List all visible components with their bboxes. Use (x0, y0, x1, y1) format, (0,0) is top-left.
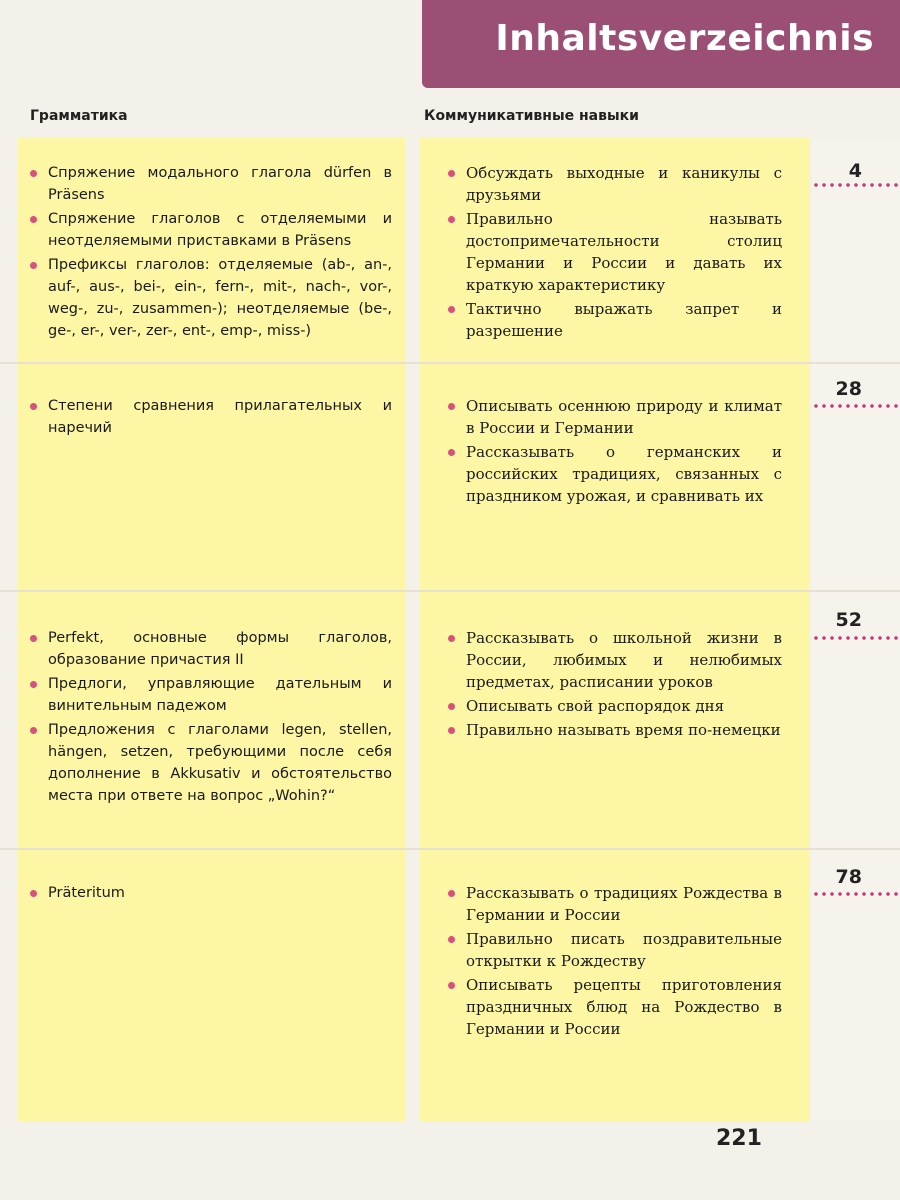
list-item: Описывать рецепты приготовления праздничных блюд на Рождество в Германии и России (442, 974, 782, 1040)
list-item: Предложения с глаголами legen, stellen, hängen, setzen, требующими после себя дополнение в Akkusativ и обстоятельство места при ответе на вопрос „Wohin?“ (24, 719, 392, 807)
list-item: Описывать осеннюю природу и климат в России и Германии (442, 395, 782, 439)
section-2-page-number: 28 (835, 378, 862, 400)
section-1-communication (442, 162, 782, 344)
list-item: Рассказывать о германских и российских традициях, связанных с праздником урожая, и сравнивать их (442, 441, 782, 507)
row-divider (0, 362, 900, 364)
row-divider (0, 848, 900, 850)
list-item: Префиксы глаголов: отделяемые (ab-, an-, auf-, aus-, bei-, ein-, fern-, mit-, nach-, vor-, weg-, zu-, zusammen-); неотделяемые (be-, ge-, er-, ver-, zer-, ent-, emp-, miss-) (24, 254, 392, 342)
column-header-communication: Коммуникативные навыки (424, 108, 639, 124)
section-4-communication (442, 882, 782, 1042)
section-3-grammar (24, 627, 392, 809)
column-header-grammar: Грамматика (30, 108, 128, 124)
list-item: Рассказывать о школьной жизни в России, любимых и нелюбимых предметах, расписании уроков (442, 627, 782, 693)
section-1-page-number: 4 (848, 160, 862, 182)
list-item: Правильно называть достопримечательности столиц Германии и России и давать их краткую характеристику (442, 208, 782, 296)
list-item: Тактично выражать запрет и разрешение (442, 298, 782, 342)
list-item: Спряжение модального глагола dürfen в Präsens (24, 162, 392, 206)
list-item: Präteritum (24, 882, 392, 904)
list-item: Perfekt, основные формы глаголов, образование причастия II (24, 627, 392, 671)
list-item: Описывать свой распорядок дня (442, 695, 782, 717)
list-item: Правильно называть время по-немецки (442, 719, 782, 741)
list-item: Правильно писать поздравительные открытки к Рождеству (442, 928, 782, 972)
header-banner (422, 0, 900, 88)
dotted-leader (812, 404, 900, 408)
dotted-leader (812, 183, 900, 187)
list-item: Спряжение глаголов с отделяемыми и неотделяемыми приставками в Präsens (24, 208, 392, 252)
section-1-grammar (24, 162, 392, 344)
section-3-communication (442, 627, 782, 743)
dotted-leader (812, 636, 900, 640)
section-2-grammar (24, 395, 392, 441)
dotted-leader (812, 892, 900, 896)
footer-page-number: 221 (716, 1126, 762, 1151)
section-4-grammar (24, 882, 392, 906)
list-item: Обсуждать выходные и каникулы с друзьями (442, 162, 782, 206)
page-title: Inhaltsverzeichnis (495, 18, 874, 59)
section-4-page-number: 78 (835, 866, 862, 888)
section-2-communication (442, 395, 782, 509)
list-item: Рассказывать о традициях Рождества в Германии и России (442, 882, 782, 926)
list-item: Предлоги, управляющие дательным и винительным падежом (24, 673, 392, 717)
list-item: Степени сравнения прилагательных и наречий (24, 395, 392, 439)
section-3-page-number: 52 (835, 609, 862, 631)
row-divider (0, 590, 900, 592)
